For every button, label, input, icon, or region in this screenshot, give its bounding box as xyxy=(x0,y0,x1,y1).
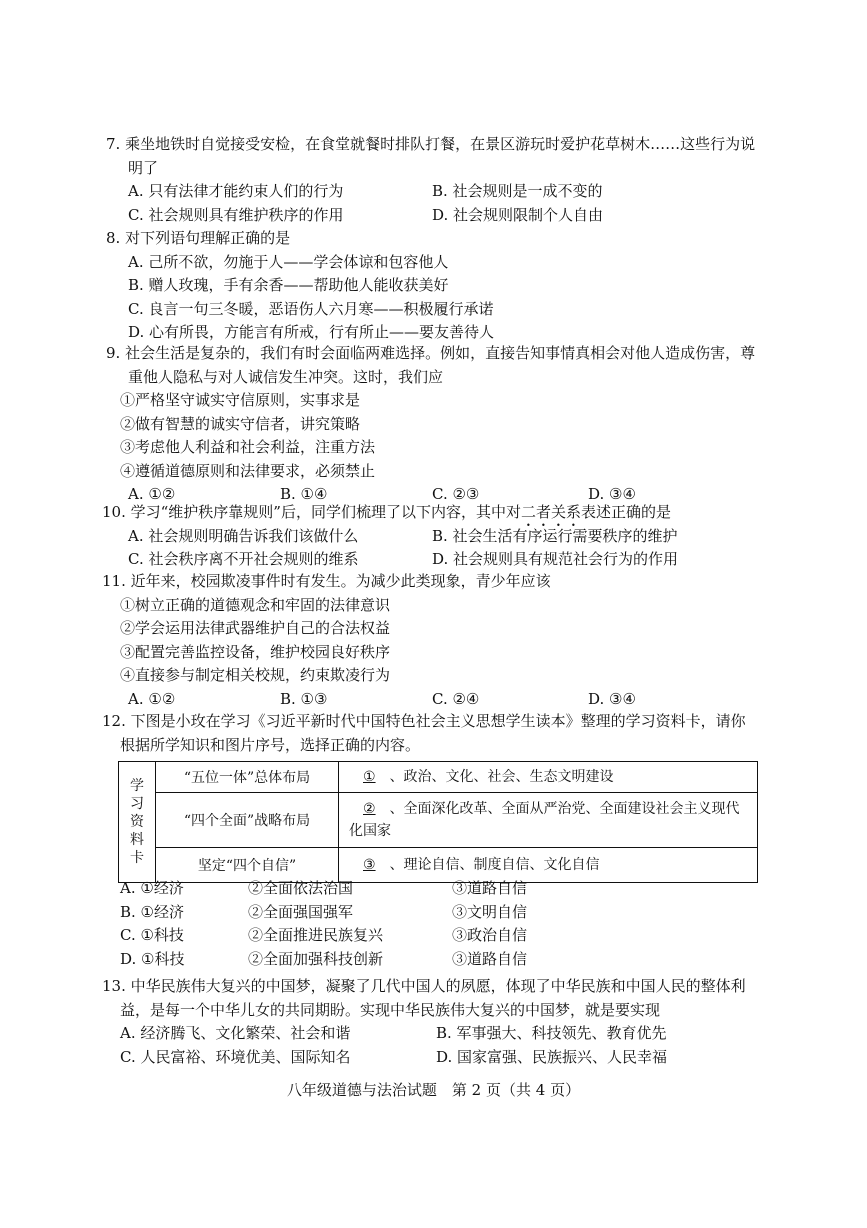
question-stem-cont: 重他人隐私与对人诚信发生冲突。这时，我们应 xyxy=(128,367,444,386)
option-b: B. 社会规则是一成不变的 xyxy=(432,182,603,200)
statement-3: ③配置完善监控设备，维护校园良好秩序 xyxy=(120,642,391,661)
statement-4: ④遵循道德原则和法律要求，必须禁止 xyxy=(120,461,376,480)
options-row xyxy=(106,180,766,204)
card-side-label xyxy=(119,762,156,883)
statement-2: ②做有智慧的诚实守信者，讲究策略 xyxy=(120,414,361,433)
option-c: C. 人民富裕、环境优美、国际知名 xyxy=(120,1047,351,1066)
question-9 xyxy=(106,342,766,507)
option-c: C. ②③ xyxy=(432,485,480,503)
option-part: ③道路自信 xyxy=(452,879,528,897)
option-b xyxy=(120,901,780,925)
option-part: ②全面推进民族复兴 xyxy=(248,926,384,944)
option-a: A. 己所不欲，勿施于人——学会体谅和包容他人 xyxy=(128,252,449,271)
option-b: B. ①③ xyxy=(280,689,328,708)
statement-1: ①严格坚守诚实守信原则，实事求是 xyxy=(120,391,361,409)
option-part: A. ①经济 xyxy=(120,879,184,897)
option-c: C. 社会秩序离不开社会规则的维系 xyxy=(128,550,359,568)
question-13 xyxy=(102,975,762,1069)
question-12 xyxy=(102,710,762,757)
option-part: ②全面依法治国 xyxy=(248,879,354,897)
question-stem: 8. 对下列语句理解正确的是 xyxy=(106,229,291,247)
blank-marker: ① xyxy=(363,769,376,785)
question-stem-cont: 益，是每一个中华儿女的共同期盼。实现中华民族伟大复兴的中国梦，就是要实现 xyxy=(120,1000,661,1019)
question-stem: 11. 近年来，校园欺凌事件时有发生。为减少此类现象，青少年应该 xyxy=(102,572,551,590)
option-d: D. ③④ xyxy=(588,689,636,708)
option-a: A. 经济腾飞、文化繁荣、社会和谐 xyxy=(120,1024,351,1042)
row-label: 坚定“四个自信” xyxy=(156,848,339,883)
statement-2: ②学会运用法律武器维护自己的合法权益 xyxy=(120,619,391,637)
question-stem xyxy=(102,501,762,525)
option-c: C. 良言一句三冬暖，恶语伤人六月寒——积极履行承诺 xyxy=(128,299,494,318)
option-part: ③文明自信 xyxy=(452,902,528,921)
stem-text: 表述正确的是 xyxy=(580,503,671,521)
question-8 xyxy=(106,227,766,345)
option-b: B. ①④ xyxy=(280,485,328,503)
option-a xyxy=(120,877,780,901)
question-stem: 7. 乘坐地铁时自觉接受安检，在食堂就餐时排队打餐，在景区游玩时爱护花草树木……这些行为说 xyxy=(106,135,756,153)
option-part: ③政治自信 xyxy=(452,926,528,944)
option-a: A. ①② xyxy=(128,689,176,708)
option-part: ②全面强国强军 xyxy=(248,902,354,921)
row-content xyxy=(339,762,758,793)
question-stem: 12. 下图是小玫在学习《习近平新时代中国特色社会主义思想学生读本》整理的学习资料卡，请你 xyxy=(102,712,746,730)
option-c xyxy=(120,924,780,948)
option-b: B. 军事强大、科技领先、教育优先 xyxy=(436,1024,667,1042)
option-c: C. ②④ xyxy=(432,689,480,708)
options-row xyxy=(102,1046,762,1070)
statement-4: ④直接参与制定相关校规，约束欺凌行为 xyxy=(120,666,391,684)
question-stem-cont: 根据所学知识和图片序号，选择正确的内容。 xyxy=(120,735,421,754)
option-d: D. 社会规则具有规范社会行为的作用 xyxy=(432,550,679,568)
table-row xyxy=(119,762,758,793)
row-label: “五位一体”总体布局 xyxy=(156,762,339,793)
option-c: C. 社会规则具有维护秩序的作用 xyxy=(128,205,344,224)
option-a: A. 社会规则明确告诉我们该做什么 xyxy=(128,526,359,545)
emphasis-dots-text: 二者关系 xyxy=(520,503,581,521)
option-a: A. 只有法律才能约束人们的行为 xyxy=(128,182,344,200)
question-stem: 13. 中华民族伟大复兴的中国梦，凝聚了几代中国人的夙愿，体现了中华民族和中国人民的整体利 xyxy=(102,977,746,995)
side-char: 资 xyxy=(130,814,144,830)
options-row xyxy=(106,204,766,228)
option-b: B. 赠人玫瑰，手有余香——帮助他人能收获美好 xyxy=(128,276,449,294)
study-card-table xyxy=(118,761,758,883)
question-stem: 9. 社会生活是复杂的，我们有时会面临两难选择。例如，直接告知事情真相会对他人造成伤害，尊 xyxy=(106,344,756,362)
row-label: “四个全面”战略布局 xyxy=(156,793,339,848)
question-7 xyxy=(106,133,766,227)
question-stem-cont: 明了 xyxy=(128,158,159,177)
options-row xyxy=(102,1022,762,1046)
row-text: 、政治、文化、社会、生态文明建设 xyxy=(389,769,614,785)
option-part: D. ①科技 xyxy=(120,949,185,968)
side-char: 习 xyxy=(130,796,144,812)
option-part: ②全面加强科技创新 xyxy=(248,949,384,968)
option-b: B. 社会生活有序运行需要秩序的维护 xyxy=(432,526,678,545)
option-d: D. 心有所畏，方能言有所戒，行有所止——要友善待人 xyxy=(128,323,495,341)
question-11 xyxy=(102,570,762,711)
row-text: 、理论自信、制度自信、文化自信 xyxy=(389,857,600,873)
options-row xyxy=(102,548,762,572)
statement-3: ③考虑他人利益和社会利益，注重方法 xyxy=(120,438,376,456)
side-char: 卡 xyxy=(130,850,144,866)
option-part: C. ①科技 xyxy=(120,926,184,944)
table-row xyxy=(119,793,758,848)
row-content xyxy=(339,793,758,848)
question-10 xyxy=(102,501,762,572)
question-12-options xyxy=(120,877,780,971)
blank-marker: ③ xyxy=(363,857,376,873)
option-d xyxy=(120,948,780,972)
row-text: 、全面深化改革、全面从严治党、全面建设社会主义现代化国家 xyxy=(349,801,740,839)
blank-marker: ② xyxy=(363,801,376,817)
statement-1: ①树立正确的道德观念和牢固的法律意识 xyxy=(120,595,391,614)
option-part: ③道路自信 xyxy=(452,949,528,968)
option-d: D. 国家富强、民族振兴、人民幸福 xyxy=(436,1047,668,1066)
side-char: 学 xyxy=(130,778,144,794)
options-row xyxy=(102,688,762,712)
option-d: D. ③④ xyxy=(588,485,636,503)
options-row xyxy=(102,525,762,549)
stem-text: 10. 学习“维护秩序靠规则”后，同学们梳理了以下内容，其中对 xyxy=(102,503,521,521)
side-char: 料 xyxy=(130,832,144,848)
option-d: D. 社会规则限制个人自由 xyxy=(432,205,604,224)
option-part: B. ①经济 xyxy=(120,902,185,921)
option-a: A. ①② xyxy=(128,485,176,503)
page-footer: 八年级道德与法治试题 第 2 页（共 4 页） xyxy=(286,1081,581,1099)
